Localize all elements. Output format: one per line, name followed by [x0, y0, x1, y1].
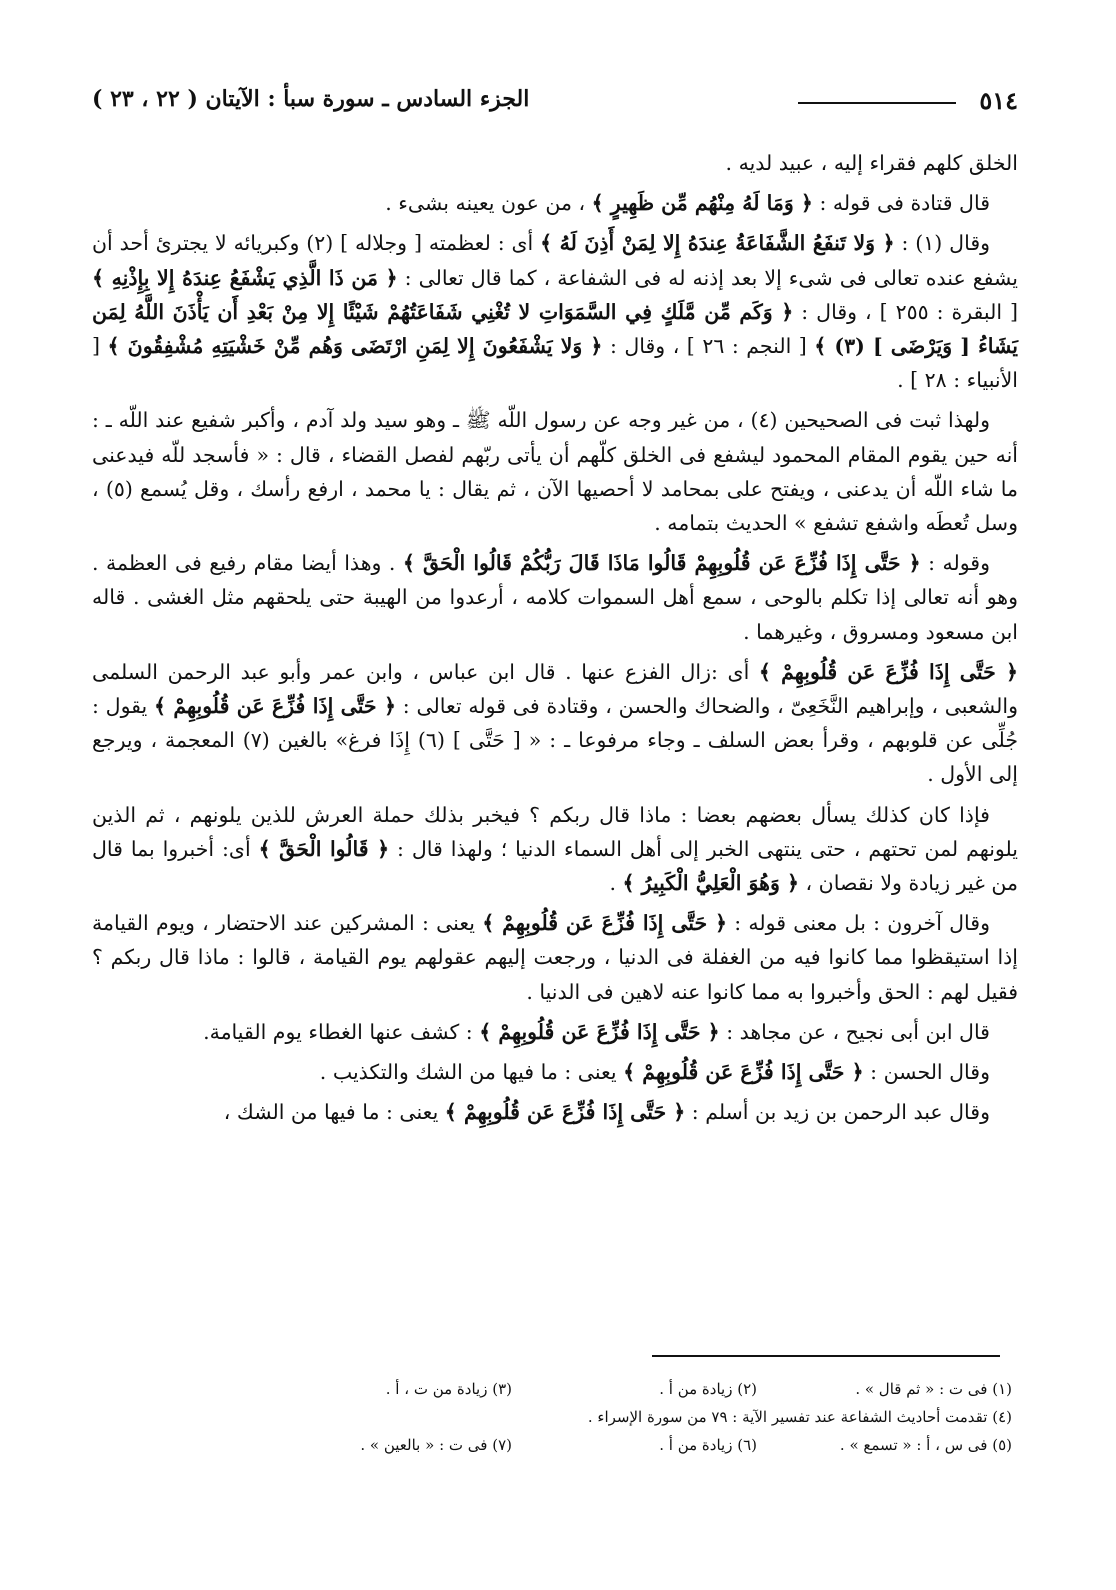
page-number: ٥١٤ — [979, 86, 1018, 115]
footnote: (٦) زيادة من أ . — [659, 1436, 757, 1454]
footnote: (٤) تقدمت أحاديث الشفاعة عند تفسير الآية : ٧٩ من سورة الإسراء . — [587, 1408, 1012, 1426]
page-header — [92, 80, 1018, 124]
paragraph: قال ابن أبى نجيح ، عن مجاهد : ﴿ حَتَّى إِذَا فُزِّعَ عَن قُلُوبِهِمْ ﴾ : كشف عنها الغطاء يوم القيامة. — [203, 1019, 990, 1044]
footnotes — [300, 1375, 1012, 1459]
paragraph: قال قتادة فى قوله : ﴿ وَمَا لَهُ مِنْهُم مِّن ظَهِيرٍ ﴾ ، من عون يعينه بشىء . — [385, 191, 990, 216]
header-rule — [798, 102, 956, 104]
footnote-separator — [652, 1355, 1000, 1357]
running-title: الجزء السادس ـ سورة سبأ : الآيتان ( ٢٢ ، ٢٣ ) — [92, 86, 530, 112]
paragraph: وقال آخرون : بل معنى قوله : ﴿ حَتَّى إِذَا فُزِّعَ عَن قُلُوبِهِمْ ﴾ يعنى : المشركين عند الاحتضار ، ويوم القيامة إذا استيقظوا مما كانوا فيه من الغفلة فى الدنيا ، ورجعت إليهم عقولهم يوم القيامة ، قالوا : ماذا قال ربكم ؟ فقيل لهم : الحق وأخبروا به مما كانوا عنه لاهين فى الدنيا . — [92, 911, 1018, 1004]
footnote: (٧) فى ت : « بالعين » . — [360, 1436, 512, 1454]
paragraph: وقال عبد الرحمن بن زيد بن أسلم : ﴿ حَتَّى إِذَا فُزِّعَ عَن قُلُوبِهِمْ ﴾ يعنى : ما فيها من الشك ، — [223, 1100, 990, 1125]
footnote-row — [300, 1431, 1012, 1459]
footnote: (١) فى ت : « ثم قال » . — [855, 1380, 1012, 1398]
footnote: (٣) زيادة من ت ، أ . — [385, 1380, 512, 1398]
paragraph: وقال الحسن : ﴿ حَتَّى إِذَا فُزِّعَ عَن قُلُوبِهِمْ ﴾ يعنى : ما فيها من الشك والتكذيب . — [319, 1060, 990, 1085]
footnote: (٢) زيادة من أ . — [659, 1380, 757, 1398]
footnote-row — [300, 1375, 1012, 1403]
footnote: (٥) فى س ، أ : « تسمع » . — [839, 1436, 1012, 1454]
main-text — [92, 146, 1018, 1129]
paragraph: وقال (١) : ﴿ وَلا تَنفَعُ الشَّفَاعَةُ عِندَهُ إِلا لِمَنْ أَذِنَ لَهُ ﴾ أى : لعظمته [ وجلاله ] (٢) وكبريائه لا يجترئ أحد أن يشفع عنده تعالى فى شىء إلا بعد إذنه له فى الشفاعة ، كما قال تعالى : ﴿ مَن ذَا الَّذِي يَشْفَعُ عِندَهُ إِلا بِإِذْنِهِ ﴾ [ البقرة : ٢٥٥ ] ، وقال : ﴿ وَكَم مِّن مَّلَكٍ فِي السَّمَوَاتِ لا تُغْنِي شَفَاعَتُهُمْ شَيْئًا إِلا مِنْ بَعْدِ أَن يَأْذَنَ اللَّهُ لِمَن يَشَاءُ [ وَيَرْضَى ] (٣) ﴾ [ النجم : ٢٦ ] ، وقال : ﴿ وَلا يَشْفَعُونَ إِلا لِمَنِ ارْتَضَى وَهُم مِّنْ خَشْيَتِهِ مُشْفِقُونَ ﴾ [ الأنبياء : ٢٨ ] . — [92, 231, 1019, 393]
paragraph: وقوله : ﴿ حَتَّى إِذَا فُزِّعَ عَن قُلُوبِهِمْ قَالُوا مَاذَا قَالَ رَبُّكُمْ قَالُوا الْحَقَّ ﴾ . وهذا أيضا مقام رفيع فى العظمة . وهو أنه تعالى إذا تكلم بالوحى ، سمع أهل السموات كلامه ، أرعدوا من الهيبة حتى يلحقهم مثل الغشى . قاله ابن مسعود ومسروق ، وغيرهما . — [92, 551, 1018, 644]
paragraph: ﴿ حَتَّى إِذَا فُزِّعَ عَن قُلُوبِهِمْ ﴾ أى :زال الفزع عنها . قال ابن عباس ، وابن عمر وأبو عبد الرحمن السلمى والشعبى ، وإبراهيم النَّخَعِىّ ، والضحاك والحسن ، وقتادة فى قوله تعالى : ﴿ حَتَّى إِذَا فُزِّعَ عَن قُلُوبِهِمْ ﴾ يقول : جُلِّى عن قلوبهم ، وقرأ بعض السلف ـ وجاء مرفوعا ـ : « [ حَتَّى ] (٦) إِذَا فرغ» بالغين (٧) المعجمة ، ويرجع إلى الأول . — [92, 659, 1019, 787]
footnote-row — [300, 1403, 1012, 1431]
paragraph: ولهذا ثبت فى الصحيحين (٤) ، من غير وجه عن رسول اللّه ﷺ ـ وهو سيد ولد آدم ، وأكبر شفيع عند اللّه ـ : أنه حين يقوم المقام المحمود ليشفع فى الخلق كلّهم أن يأتى ربّهم لفصل القضاء ، قال : « فأسجد للّه فيدعنى ما شاء اللّه أن يدعنى ، ويفتح على بمحامد لا أحصيها الآن ، ثم يقال : يا محمد ، ارفع رأسك ، وقل يُسمع (٥) ، وسل تُعطَه واشفع تشفع » الحديث بتمامه . — [92, 408, 1018, 536]
paragraph: فإذا كان كذلك يسأل بعضهم بعضا : ماذا قال ربكم ؟ فيخبر بذلك حملة العرش للذين يلونهم ، ثم الذين يلونهم لمن تحتهم ، حتى ينتهى الخبر إلى أهل السماء الدنيا ؛ ولهذا قال : ﴿ قَالُوا الْحَقَّ ﴾ أى: أخبروا بما قال من غير زيادة ولا نقصان ، ﴿ وَهُوَ الْعَلِيُّ الْكَبِيرُ ﴾ . — [92, 802, 1018, 896]
paragraph: الخلق كلهم فقراء إليه ، عبيد لديه . — [725, 151, 1018, 175]
